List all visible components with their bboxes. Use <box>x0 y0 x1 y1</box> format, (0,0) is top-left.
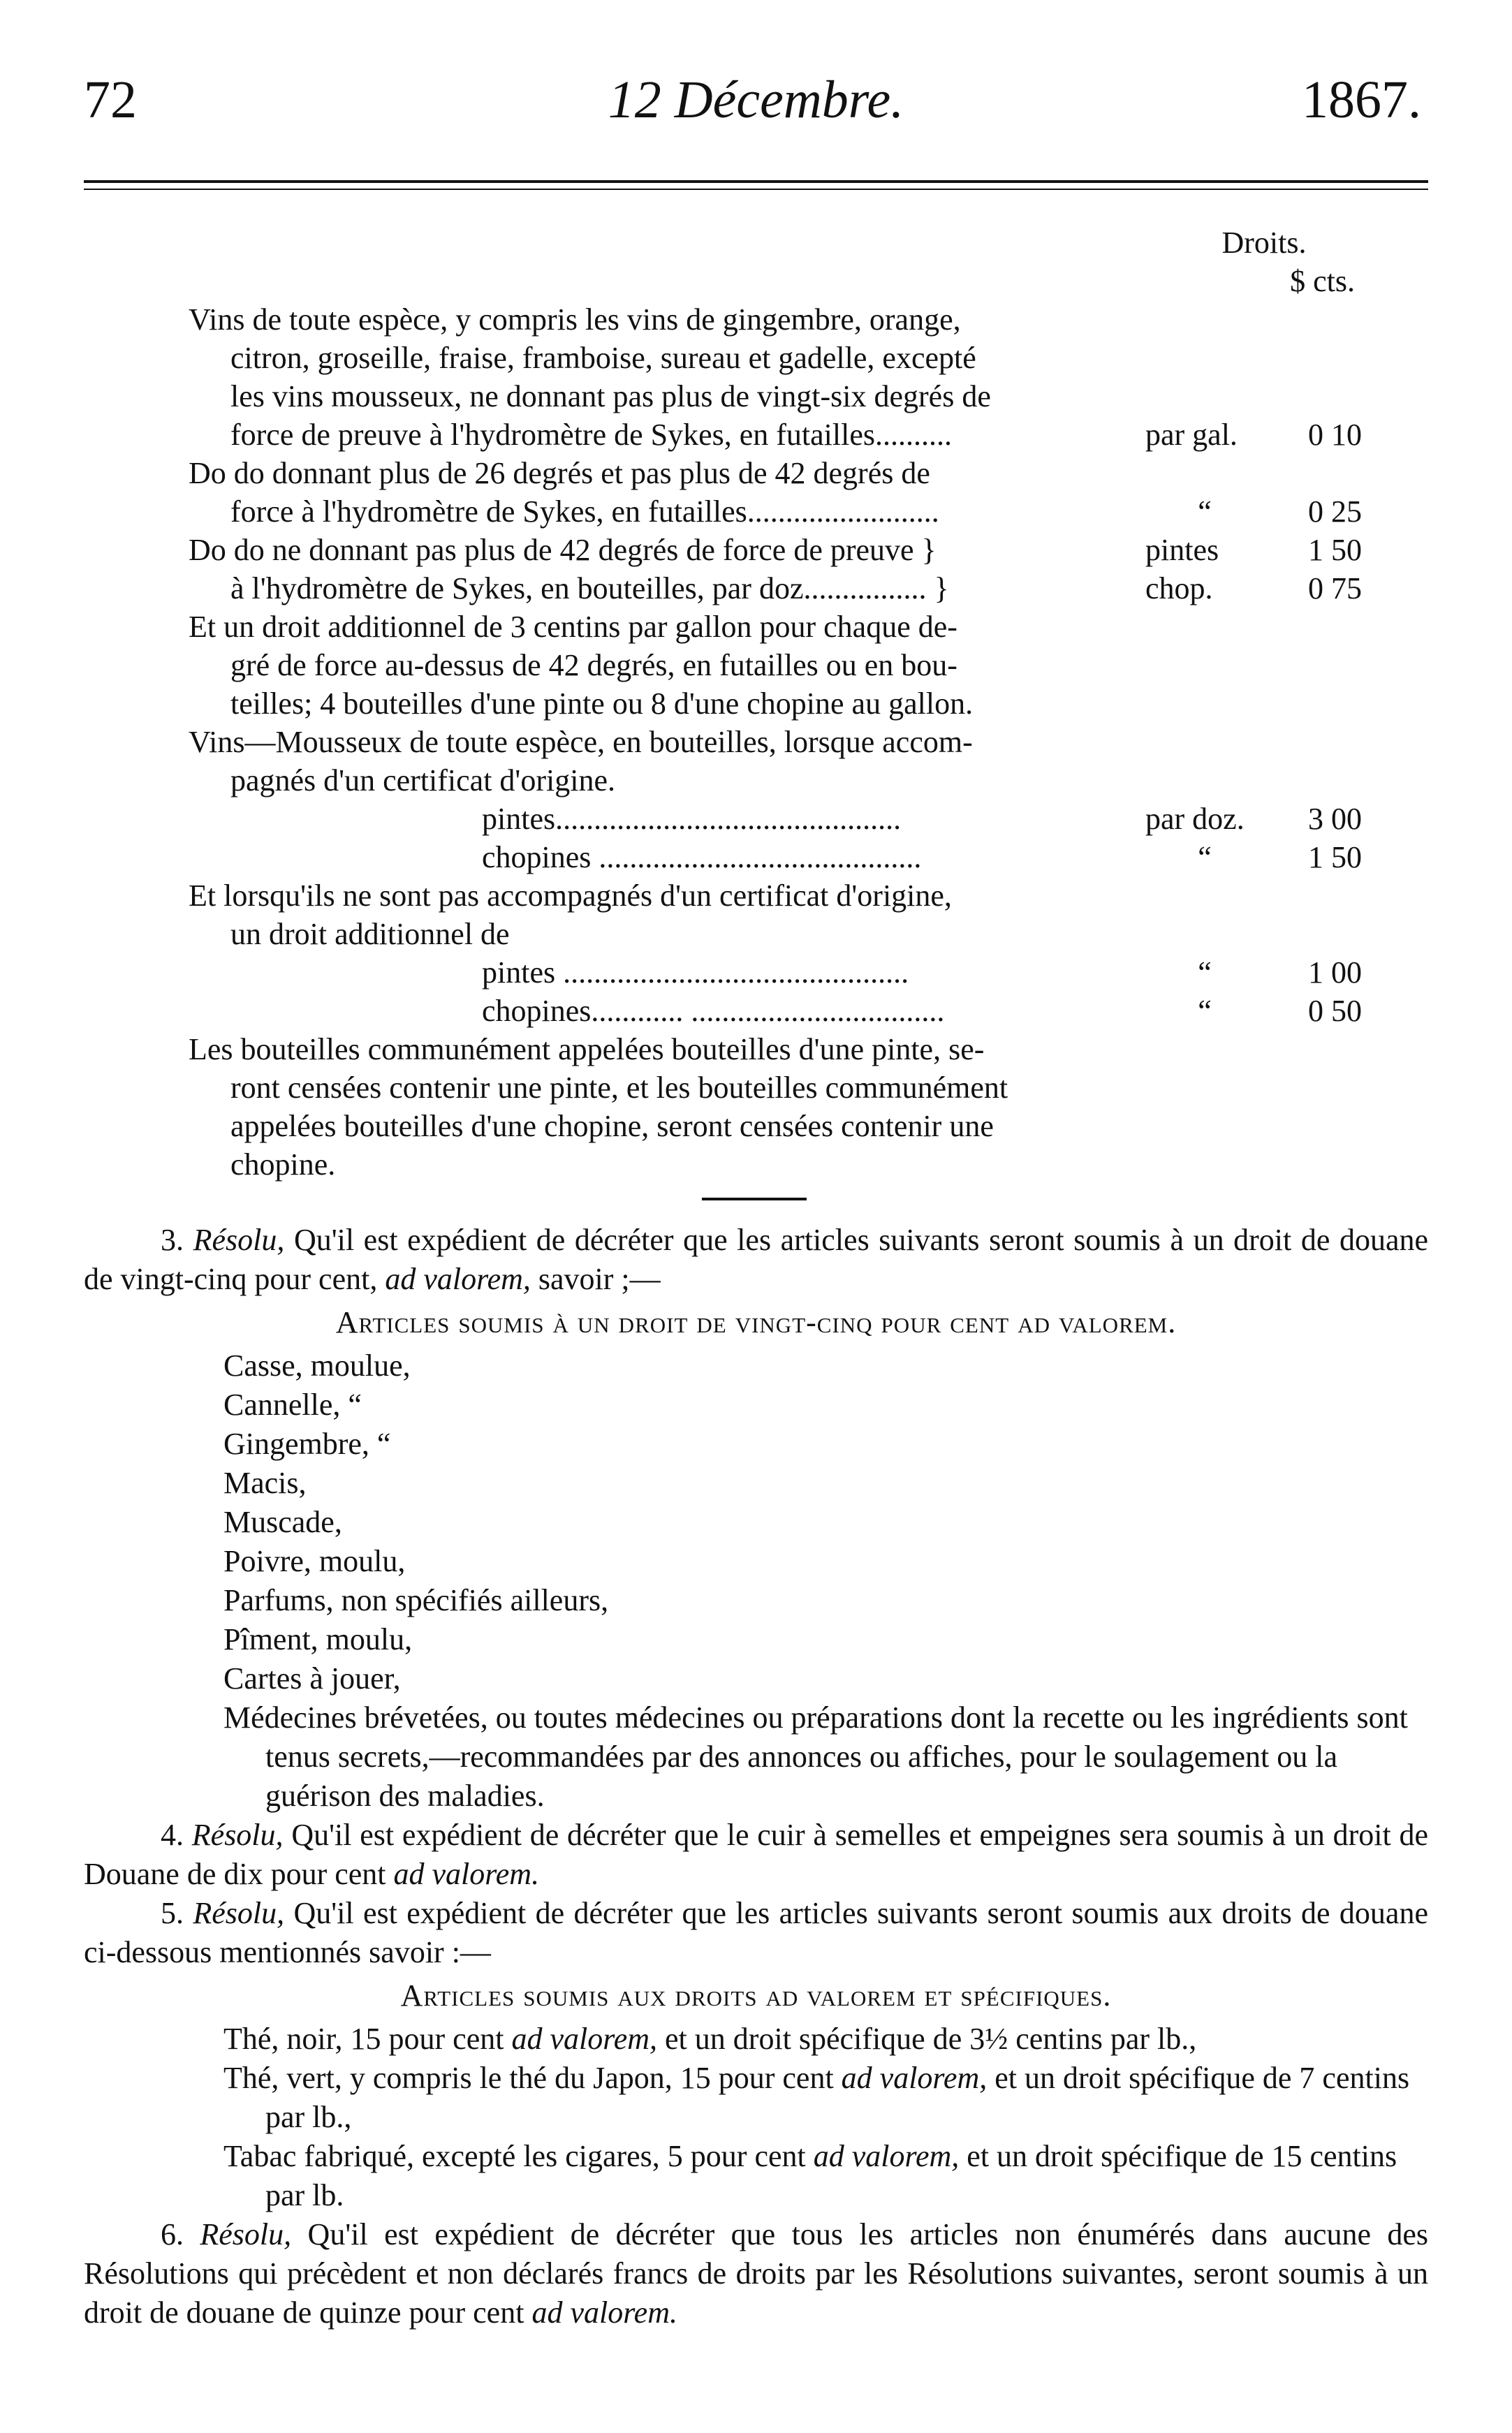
list-item: Médecines brévetées, ou toutes médecines ou préparations dont la recette ou les ingrédients sont tenus secrets,—recommandées par des annonces ou affiches, pour le soulagement ou la guérison des maladies. <box>223 1700 1408 1813</box>
tariff-line: Vins—Mousseux de toute espèce, en bouteilles, lorsque accom- <box>189 725 973 759</box>
list-item: Cartes à jouer, <box>223 1661 401 1696</box>
tariff-row <box>189 531 1362 608</box>
ad-valorem: ad valorem. <box>393 1857 540 1891</box>
tariff-line: les vins mousseux, ne donnant pas plus de vingt-six degrés de <box>230 379 991 413</box>
tariff-subrow <box>189 800 1362 838</box>
ad-valorem: ad valorem. <box>531 2295 677 2330</box>
resolutions <box>84 1221 1428 2332</box>
tariff-row <box>189 723 1362 800</box>
list-item: Macis, <box>223 1466 307 1500</box>
list-item: Gingembre, “ <box>223 1427 391 1461</box>
resolution-4 <box>84 1816 1428 1894</box>
tariff-line: pagnés d'un certificat d'origine. <box>230 763 615 797</box>
tariff-sublabel: pintes ............................................. <box>482 955 909 990</box>
resolution-text: savoir ;— <box>530 1262 661 1296</box>
tariff-amount: 1 00 <box>1308 955 1362 990</box>
resolu-label: Résolu, <box>193 1223 285 1257</box>
tariff-line: à l'hydromètre de Sykes, en bouteilles, par doz................ } <box>230 571 949 605</box>
tariff-line: appelées bouteilles d'une chopine, seront censées contenir une <box>230 1109 994 1143</box>
list-item: Parfums, non spécifiés ailleurs, <box>223 1583 609 1617</box>
tariff-line: un droit additionnel de <box>230 917 510 951</box>
currency-heading: $ cts. <box>1290 264 1355 298</box>
tariff-closing <box>189 1030 1362 1184</box>
resolu-label: Résolu, <box>193 1896 285 1930</box>
list-item <box>223 2059 1428 2137</box>
tariff-line: ront censées contenir une pinte, et les bouteilles communément <box>230 1071 1008 1105</box>
list-item <box>223 2020 1428 2059</box>
page-date-title: 12 Décembre. <box>608 71 904 129</box>
tariff-unit: chop. <box>1145 571 1213 605</box>
tariff-line: Et lorsqu'ils ne sont pas accompagnés d'un certificat d'origine, <box>189 879 952 913</box>
tariff-unit: “ <box>1198 955 1212 990</box>
tariff-line: Les bouteilles communément appelées bouteilles d'une pinte, se- <box>189 1032 985 1066</box>
section-separator <box>702 1198 807 1200</box>
item-text: Thé, noir, 15 pour cent <box>223 2022 512 2056</box>
tariff-unit: “ <box>1198 494 1212 529</box>
resolu-label: Résolu, <box>191 1818 284 1852</box>
tariff-line: force de preuve à l'hydromètre de Sykes, en futailles.......... <box>230 418 953 452</box>
resolution-3 <box>84 1221 1428 1299</box>
duties-heading: Droits. <box>1221 226 1307 260</box>
tariff-header <box>189 223 1362 300</box>
ad-valorem: ad valorem, <box>813 2139 960 2173</box>
resolu-label: Résolu, <box>200 2217 292 2251</box>
tariff-amount: 3 00 <box>1308 802 1362 836</box>
item-text: Thé, vert, y compris le thé du Japon, 15 pour cent <box>223 2061 842 2095</box>
tariff-amount: 0 25 <box>1308 494 1362 529</box>
resolution-number: 6. <box>161 2217 184 2251</box>
resolution-text: Qu'il est expédient de décréter que tous les articles non énumérés dans aucune des Résolutions qui précèdent et non déclarés francs de droits par les Résolutions suivantes, seront soumis à un droit de douane de quinze pour cent <box>84 2217 1429 2330</box>
tariff-amount: 0 50 <box>1308 994 1362 1028</box>
resolution-6 <box>84 2215 1428 2332</box>
ad-valorem: ad valorem, <box>385 1262 531 1296</box>
tariff-sublabel: chopines............ ................................. <box>482 994 945 1028</box>
section-heading: Articles soumis aux droits ad valorem et spécifiques. <box>400 1978 1112 2013</box>
tariff-line: citron, groseille, fraise, framboise, sureau et gadelle, excepté <box>230 341 976 375</box>
ad-valorem: ad valorem, <box>511 2022 658 2056</box>
tariff-table <box>189 223 1362 1184</box>
item-text: et un droit spécifique de 3½ centins par lb., <box>657 2022 1197 2056</box>
page-year: 1867. <box>1302 71 1421 129</box>
tariff-line: Do do ne donnant pas plus de 42 degrés de force de preuve } <box>189 533 937 567</box>
resolution-text: Qu'il est expédient de décréter que les articles suivants seront soumis aux droits de douane ci-dessous mentionnés savoir :— <box>84 1896 1428 1969</box>
list-item: Cannelle, “ <box>223 1388 362 1422</box>
tariff-row <box>189 454 1362 531</box>
resolution-5 <box>84 1894 1428 1972</box>
resolution-text: Qu'il est expédient de décréter que le cuir à semelles et empeignes sera soumis à un droit de Douane de dix pour cent <box>84 1818 1429 1891</box>
tariff-note <box>189 876 1362 953</box>
tariff-unit: “ <box>1198 840 1212 874</box>
tariff-amount: 0 10 <box>1308 418 1362 452</box>
item-text: Tabac fabriqué, excepté les cigares, 5 pour cent <box>223 2139 814 2173</box>
tariff-line: chopine. <box>230 1147 336 1182</box>
tariff-line: gré de force au-dessus de 42 degrés, en futailles ou en bou- <box>230 648 957 682</box>
tariff-subrow <box>189 992 1362 1030</box>
list-item: Poivre, moulu, <box>223 1544 406 1578</box>
tariff-amount: 1 50 <box>1308 533 1362 567</box>
tariff-unit: “ <box>1198 994 1212 1028</box>
tariff-line: force à l'hydromètre de Sykes, en futailles......................... <box>230 494 939 529</box>
tariff-unit: par gal. <box>1145 418 1238 452</box>
list-item: Casse, moulue, <box>223 1348 411 1383</box>
section-heading: Articles soumis à un droit de vingt-cinq pour cent ad valorem. <box>335 1305 1177 1339</box>
tariff-amount: 1 50 <box>1308 840 1362 874</box>
header-rule <box>84 180 1428 183</box>
tariff-line: Do do donnant plus de 26 degrés et pas plus de 42 degrés de <box>189 456 930 490</box>
tariff-unit: pintes <box>1145 533 1219 567</box>
tariff-line: Et un droit additionnel de 3 centins par gallon pour chaque de- <box>189 610 957 644</box>
tariff-row <box>189 300 1362 454</box>
tariff-sublabel: chopines .......................................... <box>482 840 922 874</box>
list-item: Pîment, moulu, <box>223 1622 413 1656</box>
tariff-row <box>189 608 1362 723</box>
ad-valorem: ad valorem, <box>841 2061 988 2095</box>
tariff-sublabel: pintes............................................. <box>482 802 902 836</box>
item-text: et un droit spécifique de 7 centins par lb., <box>265 2061 1410 2134</box>
resolution-number: 3. <box>161 1223 184 1257</box>
tariff-subrow <box>189 953 1362 992</box>
list-item: Muscade, <box>223 1505 342 1539</box>
page-number: 72 <box>84 71 137 129</box>
tariff-line: teilles; 4 bouteilles d'une pinte ou 8 d'une chopine au gallon. <box>230 686 974 721</box>
header-rule-thin <box>84 189 1428 190</box>
tariff-line: Vins de toute espèce, y compris les vins de gingembre, orange, <box>189 302 961 337</box>
tariff-unit: par doz. <box>1145 802 1245 836</box>
article-list <box>84 2020 1428 2215</box>
tariff-subrow <box>189 838 1362 876</box>
resolution-text: Qu'il est expédient de décréter que les articles suivants seront soumis à un droit de douane de vingt-cinq pour cent, <box>84 1223 1429 1296</box>
tariff-amount: 0 75 <box>1308 571 1362 605</box>
list-item <box>223 2137 1428 2215</box>
article-list <box>84 1346 1428 1816</box>
item-text: et un droit spécifique de 15 centins par lb. <box>265 2139 1397 2212</box>
resolution-number: 4. <box>161 1818 184 1852</box>
resolution-number: 5. <box>161 1896 184 1930</box>
